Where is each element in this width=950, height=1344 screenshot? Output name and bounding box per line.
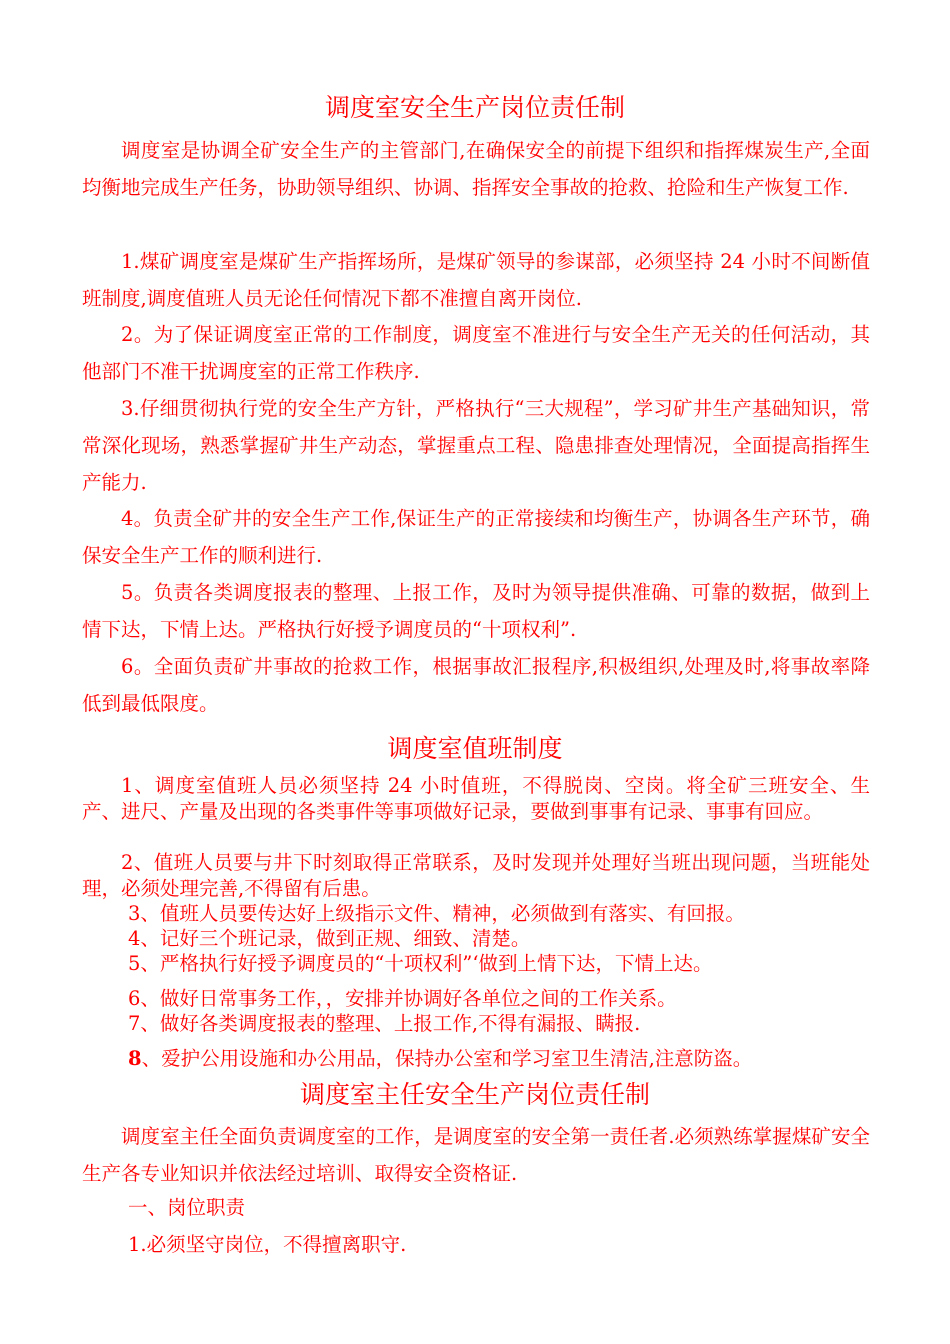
section2-item-5: 5、严格执行好授予调度员的“十项权利”‘做到上情下达，下情上达。 xyxy=(128,952,713,975)
section3-title: 调度室主任安全生产岗位责任制 xyxy=(299,1080,650,1109)
section1-item-3: 3.仔细贯彻执行党的安全生产方针，严格执行“三大规程”，学习矿井生产基础知识，常常深化现场，熟悉掌握矿井生产动态，掌握重点工程、隐患排查处理情况，全面提高指挥生产能力. xyxy=(82,397,870,494)
section2-item-6: 6、做好日常事务工作，，安排并协调好各单位之间的工作关系。 xyxy=(128,987,677,1010)
section2-item-1: 1、调度室值班人员必须坚持 24 小时值班，不得脱岗、空岗。将全矿三班安全、生产、进尺、产量及出现的各类事件等事项做好记录，要做到事事有记录、事事有回应。 xyxy=(82,774,870,823)
section1-item-4: 4。负责全矿井的安全生产工作,保证生产的正常接续和均衡生产，协调各生产环节，确保安全生产工作的顺利进行. xyxy=(82,507,870,567)
section1-title: 调度室安全生产岗位责任制 xyxy=(324,93,625,122)
section1-item-1: 1.煤矿调度室是煤矿生产指挥场所，是煤矿领导的参谋部，必须坚持 24 小时不间断值班制度,调度值班人员无论任何情况下都不准擅自离开岗位. xyxy=(82,250,870,310)
section1-item-5: 5。负责各类调度报表的整理、上报工作，及时为领导提供准确、可靠的数据，做到上情下达，下情上达。严格执行好授予调度员的“十项权利”. xyxy=(82,581,870,641)
section2-item-7: 7、做好各类调度报表的整理、上报工作,不得有漏报、瞒报. xyxy=(128,1012,641,1035)
section2-item-3: 3、值班人员要传达好上级指示文件、精神，必须做到有落实、有回报。 xyxy=(128,902,745,925)
section1-item-2: 2。为了保证调度室正常的工作制度，调度室不准进行与安全生产无关的任何活动，其他部门不准干扰调度室的正常工作秩序. xyxy=(82,323,870,383)
section3-intro: 调度室主任全面负责调度室的工作，是调度室的安全第一责任者.必须熟练掌握煤矿安全生产各专业知识并依法经过培训、取得安全资格证. xyxy=(82,1125,870,1185)
section3-item-1: 1.必须坚守岗位，不得擅离职守. xyxy=(128,1233,407,1256)
section2-item-2: 2、值班人员要与井下时刻取得正常联系，及时发现并处理好当班出现问题，当班能处理，必须处理完善,不得留有后患。 xyxy=(82,851,870,900)
section2-item-8 xyxy=(128,1046,752,1072)
section1-intro: 调度室是协调全矿安全生产的主管部门,在确保安全的前提下组织和指挥煤炭生产,全面均衡地完成生产任务，协助领导组织、协调、指挥安全事故的抢救、抢险和生产恢复工作. xyxy=(82,139,870,199)
section3-heading: 一、岗位职责 xyxy=(128,1196,246,1219)
section2-item-8-number: 8 xyxy=(128,1047,142,1070)
section2-item-8-text: 、爱护公用设施和办公用品，保持办公室和学习室卫生清洁,注意防盗。 xyxy=(141,1047,753,1070)
section1-item-6: 6。全面负责矿井事故的抢救工作，根据事故汇报程序,积极组织,处理及时,将事故率降低到最低限度。 xyxy=(82,655,870,715)
section2-item-4: 4、记好三个班记录，做到正规、细致、清楚。 xyxy=(128,927,531,950)
section2-title: 调度室值班制度 xyxy=(387,734,563,763)
